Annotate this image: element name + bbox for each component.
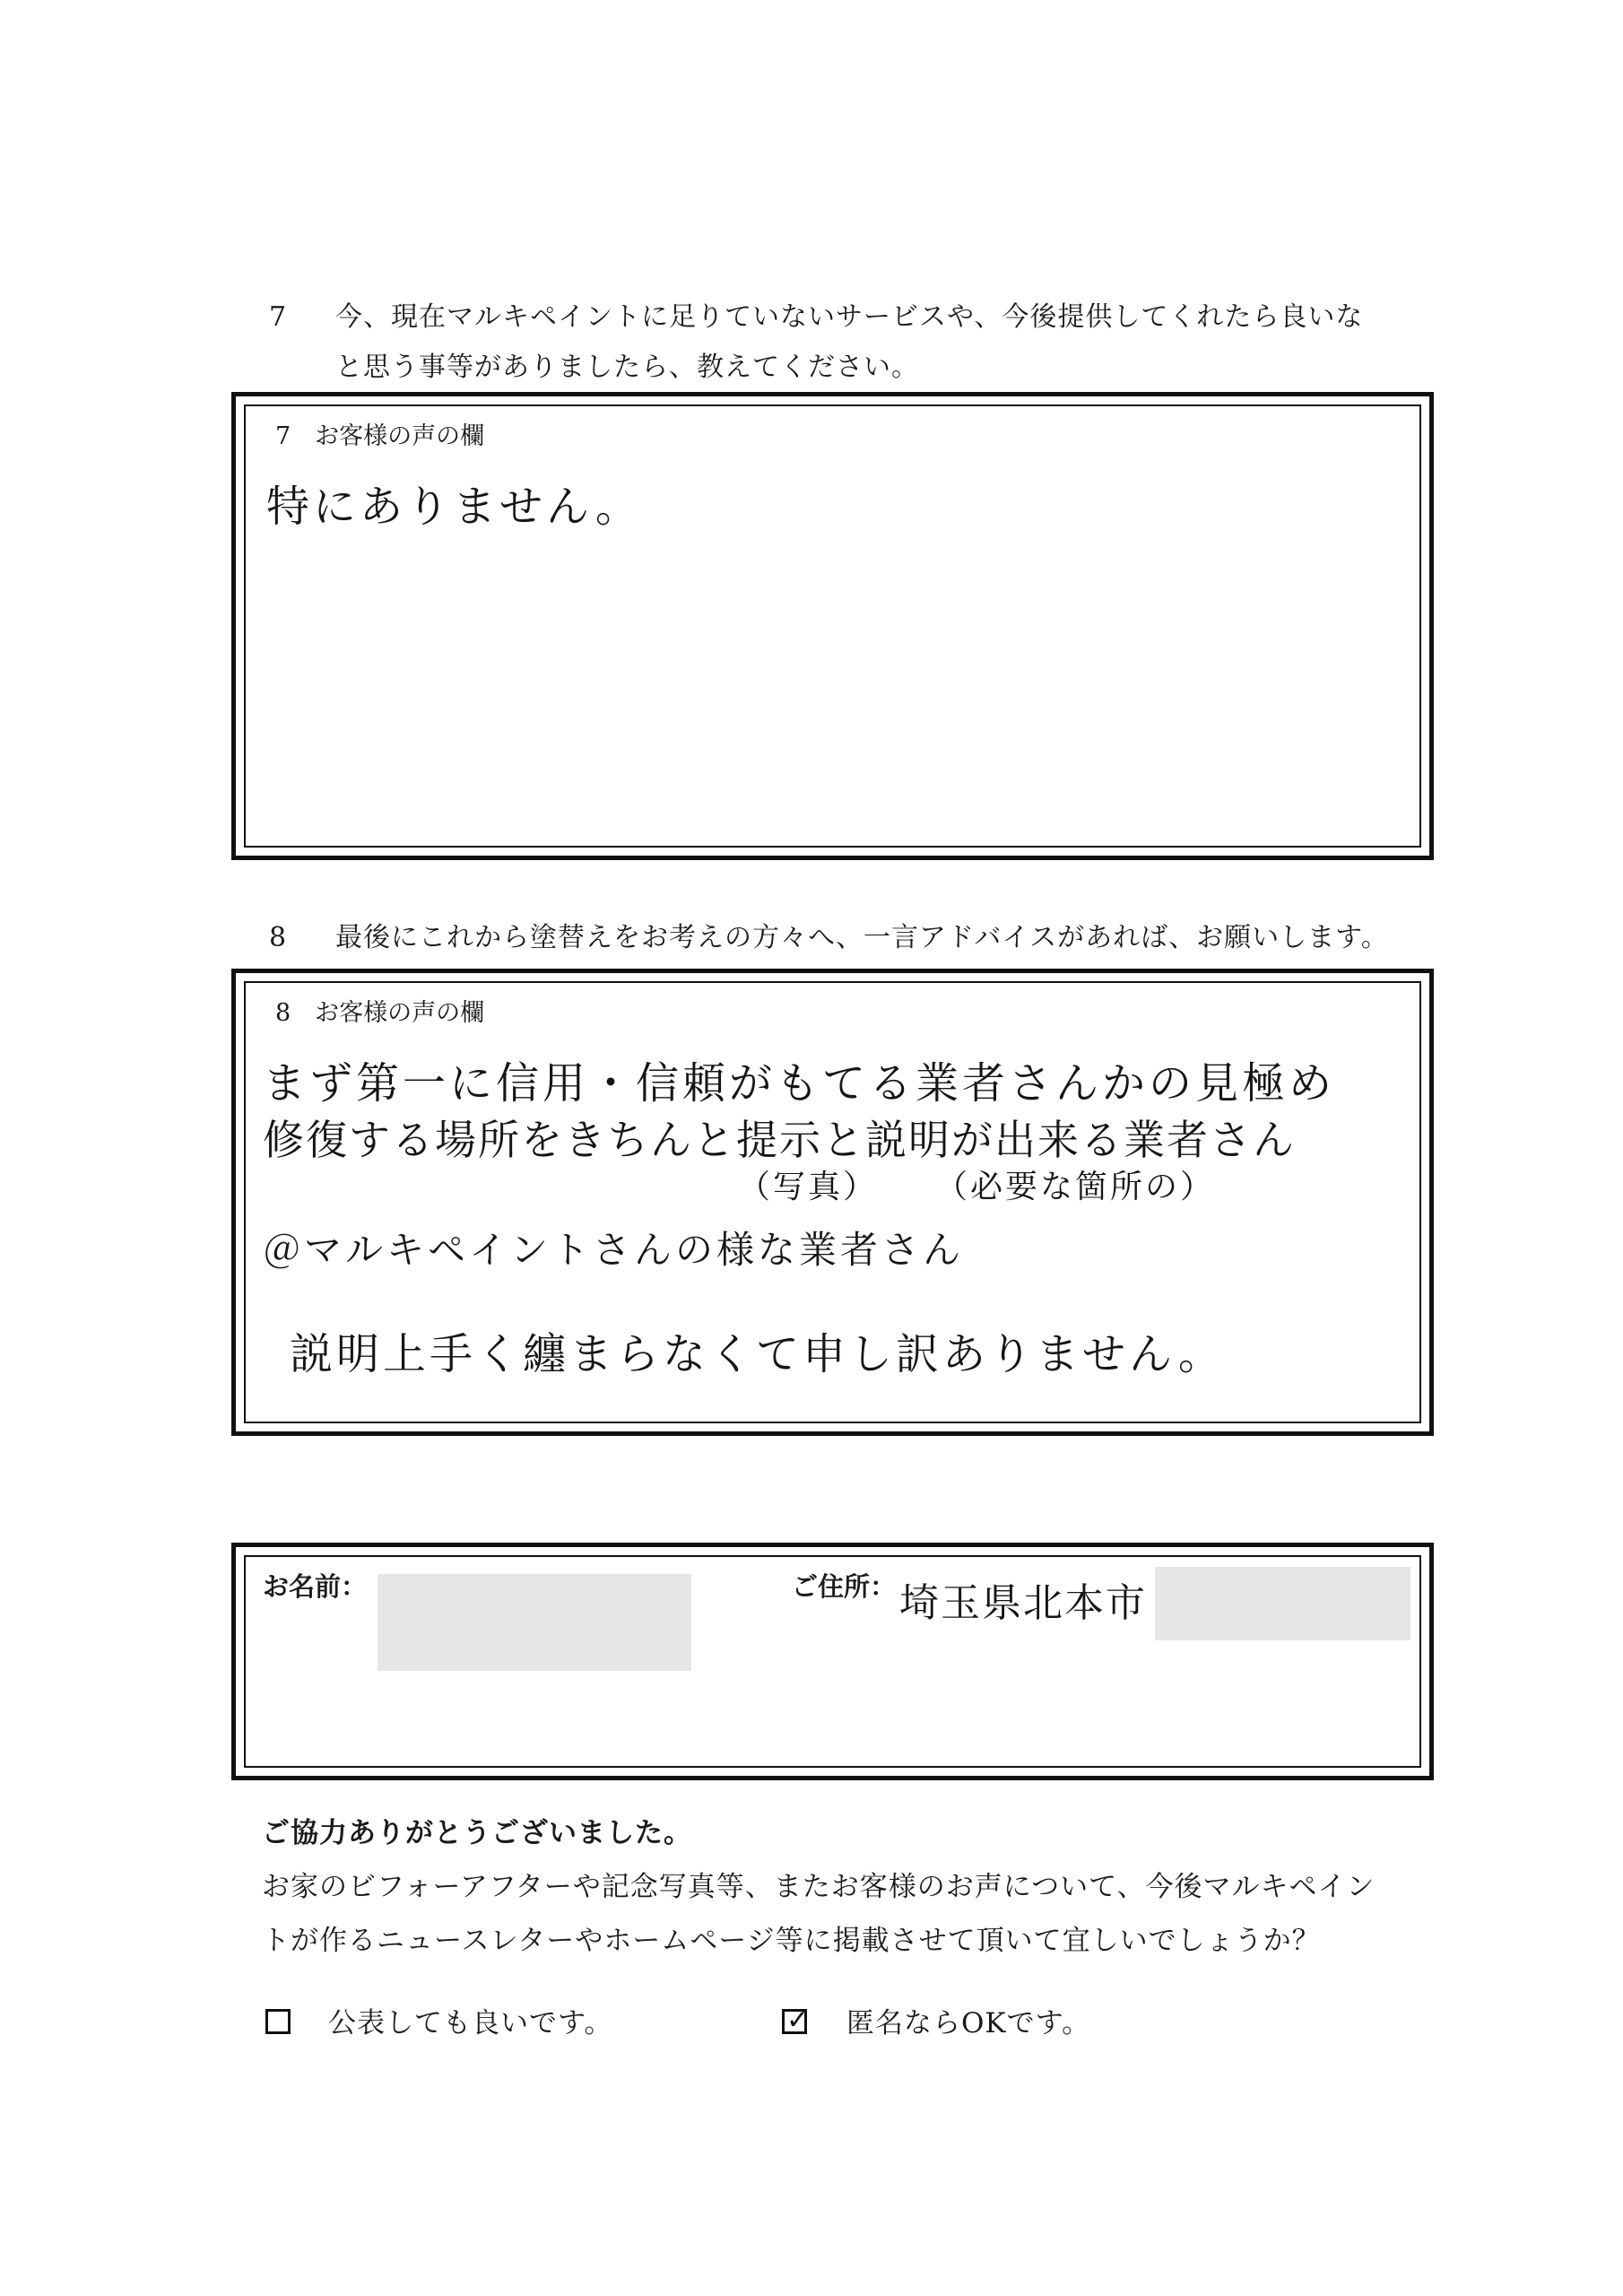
anonymous-checkbox[interactable] [782,2005,810,2036]
answer-8-handwriting-note-necessary: （必要な箇所の） [935,1169,1216,1205]
footer [262,1806,1445,1968]
anonymous-checkmark-icon: ✓ [786,2005,810,2036]
question-7-text-2: と思う事等がありましたら、教えてください。 [335,352,919,383]
contact-box [231,1543,1434,1780]
public-checkbox[interactable] [265,2009,291,2034]
answer-8-label: 8 お客様の声の欄 [275,999,485,1027]
public-option-label: 公表しても良いです。 [328,2007,613,2039]
address-redacted-area [1155,1567,1410,1640]
footer-line-1: お家のビフォーアフターや記念写真等、またお客様のお声について、今後マルキペイン [262,1871,1376,1903]
address-handwriting: 埼玉県北本市 [899,1580,1147,1626]
question-8 [269,913,1453,963]
address-label: ご住所： [792,1571,897,1602]
question-8-text: 最後にこれから塗替えをお考えの方々へ、一言アドバイスがあれば、お願いします。 [335,922,1389,953]
answer-7-handwriting: 特にありません。 [266,482,642,532]
footer-thanks: ご協力ありがとうございました。 [262,1817,692,1849]
answer-8-handwriting-line-3: ＠マルキペイントさんの様な業者さん [263,1228,965,1272]
footer-line-2: トが作るニュースレターやホームページ等に掲載させて頂いて宜しいでしょうか？ [262,1925,1321,1957]
answer-7-box [231,392,1434,860]
answer-8-handwriting-line-2: 修復する場所をきちんと提示と説明が出来る業者さん [263,1116,1296,1164]
answer-8-box [231,969,1434,1436]
answer-8-handwriting-line-1: まず第一に信用・信頼がもてる業者さんかの見極め [263,1058,1336,1109]
answer-7-label: 7 お客様の声の欄 [275,422,485,450]
question-7-line-2 [269,343,1435,393]
question-7-line-1 [269,292,1435,343]
name-redacted-area [378,1574,691,1671]
question-7-number: 7 [269,301,288,333]
question-8-number: 8 [269,922,288,953]
name-label: お名前： [263,1571,368,1602]
question-7 [269,292,1435,393]
answer-8-handwriting-note-photo: （写真） [738,1169,879,1205]
question-7-text-1: 今、現在マルキペイントに足りていないサービスや、今後提供してくれたら良いな [335,301,1364,333]
answer-8-handwriting-line-4: 説明上手く纏まらなくて申し訳ありません。 [290,1329,1225,1379]
anonymous-option-label: 匿名ならOKです。 [846,2007,1091,2039]
